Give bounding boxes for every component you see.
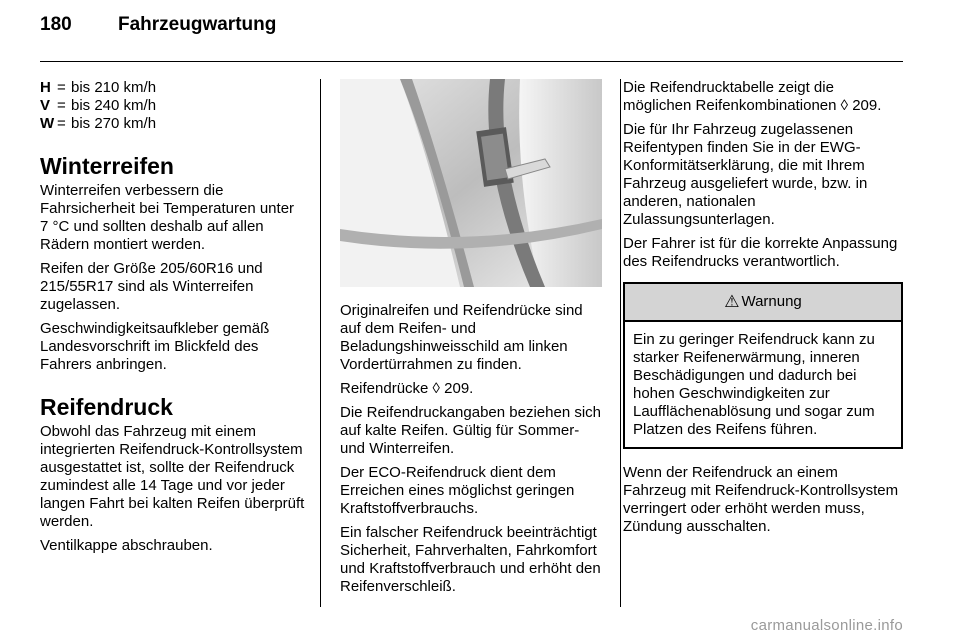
page-header <box>40 14 276 36</box>
paragraph: Wenn der Reifendruck an einem Fahrzeug mit Reifendruck-Kontrollsystem verringert oder erhöht werden muss, Zündung ausschalten. <box>623 464 899 535</box>
warning-box <box>623 282 903 449</box>
paragraph: Geschwindigkeitsaufkleber gemäß Landesvorschrift im Blickfeld des Fahrers anbringen. <box>40 320 270 373</box>
tire-label-door-frame-image <box>340 79 602 287</box>
paragraph: Winterreifen verbessern die Fahrsicherheit bei Temperaturen unter 7 °C und sollten deshalb auf allen Rädern montiert werden. <box>40 182 295 253</box>
column-middle <box>340 79 602 596</box>
speed-rating-row <box>40 97 305 115</box>
page-title: Fahrzeugwartung <box>118 14 277 35</box>
warning-icon: ⚠ <box>724 292 740 311</box>
column-divider <box>620 79 621 607</box>
column-left <box>40 79 305 555</box>
paragraph: Obwohl das Fahrzeug mit einem integrierten Reifendruck-Kontrollsystem ausgestattet ist, sollte der Reifendruck zumindest alle 14 Tage und vor jeder langen Fahrt bei kalten Reifen überprüft werden. <box>40 423 305 530</box>
speed-rating-row <box>40 115 305 133</box>
speed-code: H <box>40 79 51 96</box>
warning-header <box>625 284 901 322</box>
header-rule <box>40 61 903 62</box>
warning-title: Warnung <box>741 293 802 310</box>
paragraph: Ventilkappe abschrauben. <box>40 537 213 554</box>
watermark: carmanualsonline.info <box>750 617 903 634</box>
page-number: 180 <box>40 14 72 35</box>
speed-equals: = <box>57 97 66 114</box>
speed-equals: = <box>57 115 66 132</box>
section-heading-winterreifen: Winterreifen <box>40 153 174 179</box>
speed-equals: = <box>57 79 66 96</box>
paragraph: Reifendrücke ◊ 209. <box>340 380 474 397</box>
paragraph: Reifen der Größe 205/60R16 und 215/55R17 sind als Winterreifen zugelassen. <box>40 260 263 313</box>
speed-value: bis 240 km/h <box>71 97 157 114</box>
speed-value: bis 270 km/h <box>71 115 157 132</box>
paragraph: Originalreifen und Reifendrücke sind auf dem Reifen- und Beladungshinweisschild am linken Vordertürrahmen zu finden. <box>340 302 583 373</box>
paragraph: Der Fahrer ist für die korrekte Anpassung des Reifendrucks verantwortlich. <box>623 235 898 270</box>
door-frame-photo <box>340 79 602 287</box>
column-right <box>623 79 903 536</box>
paragraph: Die für Ihr Fahrzeug zugelassenen Reifentypen finden Sie in der EWG-Konformitätserklärung, die mit Ihrem Fahrzeug ausgeliefert wurde, bzw. in anderen, nationalen Zulassungsunterlagen. <box>623 121 868 228</box>
paragraph: Der ECO-Reifendruck dient dem Erreichen eines möglichst geringen Kraftstoffverbrauchs. <box>340 464 575 517</box>
speed-value: bis 210 km/h <box>71 79 157 96</box>
speed-code: V <box>40 97 51 114</box>
paragraph: Ein falscher Reifendruck beeinträchtigt Sicherheit, Fahrverhalten, Fahrkomfort und Kraftstoffverbrauch und erhöht den Reifenverschleiß. <box>340 524 601 595</box>
paragraph: Die Reifendrucktabelle zeigt die möglichen Reifenkombinationen ◊ 209. <box>623 79 882 114</box>
section-heading-reifendruck: Reifendruck <box>40 394 173 420</box>
column-divider <box>320 79 321 607</box>
speed-code: W <box>40 115 55 132</box>
warning-body: Ein zu geringer Reifendruck kann zu starker Reifenerwärmung, inneren Beschädigungen und dadurch bei hohen Geschwindigkeiten zur Laufflächenablösung und sogar zum Platzen des Reifens führen. <box>633 331 875 438</box>
paragraph: Die Reifendruckangaben beziehen sich auf kalte Reifen. Gültig für Sommer- und Winterreifen. <box>340 404 602 457</box>
speed-rating-row <box>40 79 305 97</box>
